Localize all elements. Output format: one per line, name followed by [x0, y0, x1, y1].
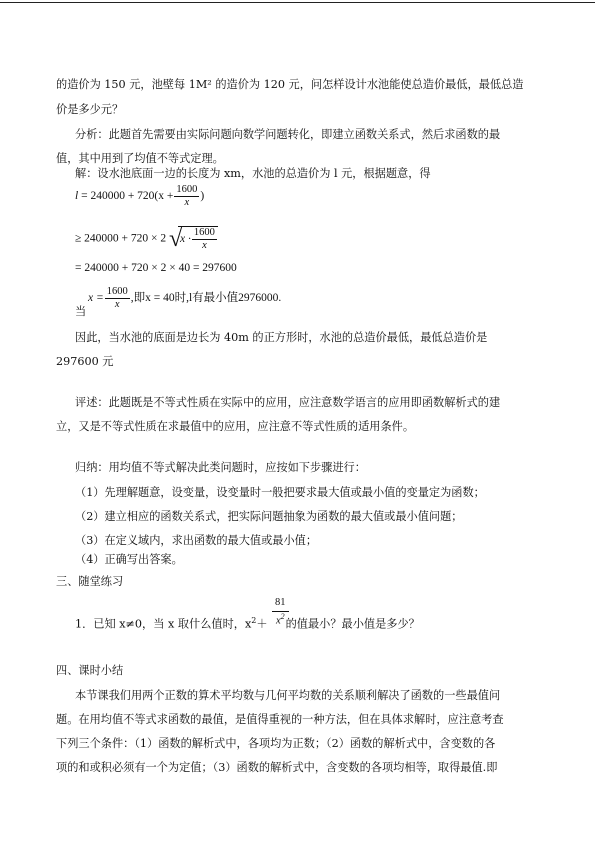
text-line: 本节课我们用两个正数的算术平均数与几何平均数的关系顺利解决了函数的一些最值问: [75, 689, 501, 702]
step-item: （4）正确写出答案。: [75, 553, 183, 566]
step-item: （3）在定义域内，求出函数的最大值或最小值；: [75, 534, 318, 547]
text-line: 下列三个条件：（1）函数的解析式中，各项均为正数；（2）函数的解析式中，含变数的各: [56, 737, 496, 750]
equation-4: x = $\frac{1600}{x}$ ,即x = 40时,l有最小值2976000.: [88, 286, 282, 310]
text-line: 的造价为 150 元，池壁每 1M² 的造价为 120 元，问怎样设计水池能使总造价最低，最低总造: [56, 78, 524, 91]
top-rule: [0, 2, 595, 3]
eq2-pre: ≥ 240000 + 720 × 2: [75, 232, 167, 245]
text-line: 值，其中用到了均值不等式定理。: [56, 152, 224, 165]
summary-heading: 归纳：用均值不等式解决此类问题时，应按如下步骤进行：: [75, 461, 366, 474]
eq1-rhs: = 240000 + 720(x +: [81, 190, 174, 203]
analysis-line: 分析：此题首先需要由实际问题向数学问题转化，即建立函数关系式，然后求函数的最: [75, 128, 501, 141]
dang-label: 当: [75, 305, 87, 318]
text-line: 立，又是不等式性质在求最值中的应用，应注意不等式性质的适用条件。: [56, 420, 415, 433]
practice-question: 1．已知 x≠0，当 x 取什么值时，$x^2+$ 的值最小？最小值是多少？: [75, 616, 420, 631]
step-item: （1）先理解题意，设变量，设变量时一般把要求最大值或最小值的变量定为函数；: [75, 486, 485, 499]
equation-2: [75, 226, 218, 252]
text-line: 297600 元: [56, 355, 114, 368]
fraction-1600-over-x: $\frac{1600}{x}$: [176, 184, 198, 208]
step-item: （2）建立相应的函数关系式，把实际问题抽象为函数的最大值或最小值问题；: [75, 510, 463, 523]
text-line: 价是多少元？: [56, 103, 124, 116]
equation-1: l = 240000 + 720(x + $\frac{1600}{x}$ ): [75, 184, 205, 208]
solution-line: 解：设水池底面一边的长度为 xm，水池的总造价为 l 元，根据题意，得: [75, 167, 431, 180]
comment-line: 评述：此题既是不等式性质在实际中的应用，应注意数学语言的应用即函数解析式的建: [75, 396, 501, 409]
text-line: 题。在用均值不等式求函数的最值，是值得重视的一种方法，但在具体求解时，应注意考查: [56, 713, 504, 726]
denominator-x2: $x^2$: [276, 612, 285, 627]
fraction-1600-over-x: $\frac{1600}{x}$: [106, 286, 128, 310]
square-root: √ x · $\frac{1600}{x}$: [169, 226, 218, 252]
section-heading: 四、课时小结: [56, 664, 124, 677]
equation-3: = 240000 + 720 × 2 × 40 = 297600: [75, 262, 237, 274]
eq1-lhs: l: [75, 190, 79, 203]
text-line: 项的和或积必须有一个为定值；（3）函数的解析式中，含变数的各项均相等，取得最值.即: [56, 761, 498, 774]
section-heading: 三、随堂练习: [56, 575, 124, 588]
numerator-81: 81: [275, 597, 286, 608]
conclusion-line: 因此，当水池的底面是边长为 40m 的正方形时，水池的总造价最低，最低总造价是: [75, 331, 488, 344]
